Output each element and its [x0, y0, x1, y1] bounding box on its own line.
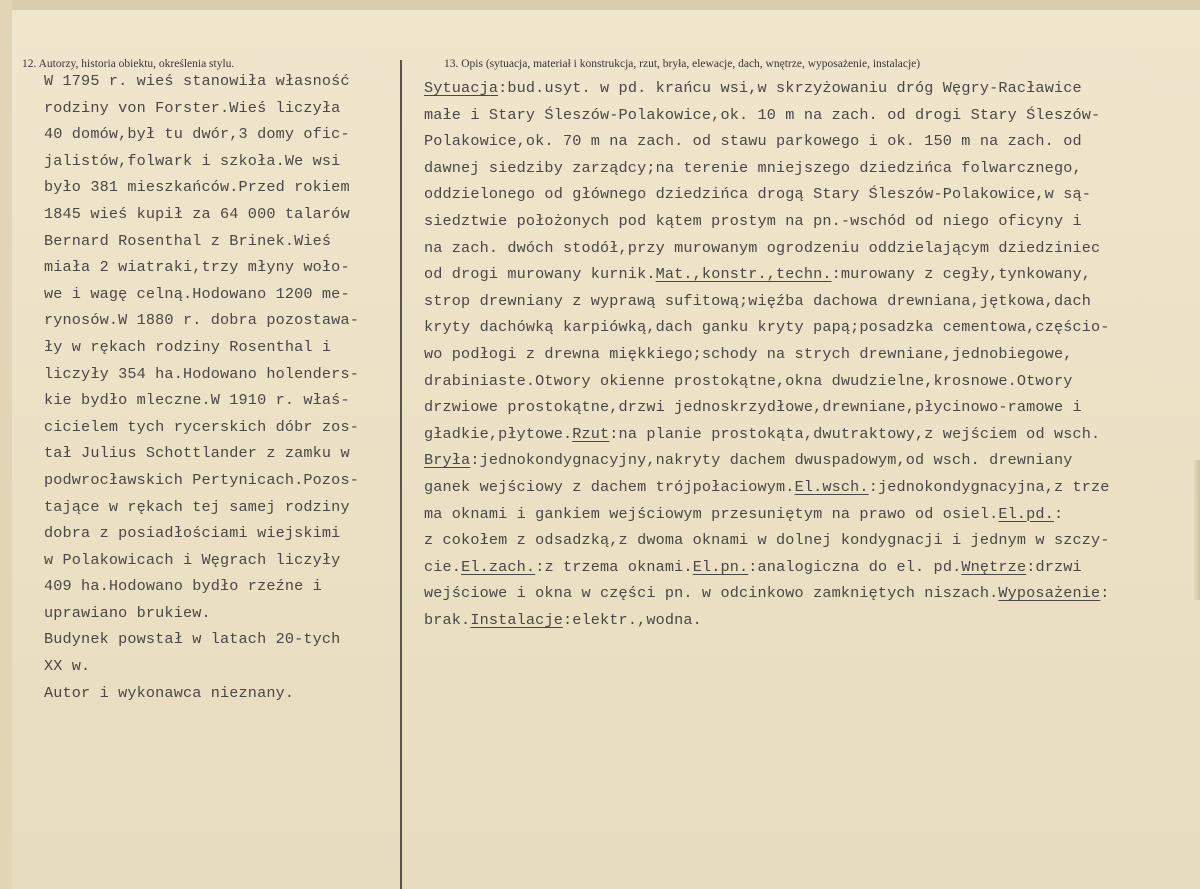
description-text-column — [424, 75, 1110, 633]
description-text: drabiniaste.Otwory okienne prostokątne,okna dwudzielne,krosnowe.Otwory — [424, 371, 1073, 390]
history-text-line: 1845 wieś kupił za 64 000 talarów — [44, 204, 350, 223]
section-12-header: 12. Autorzy, historia obiektu, określenia stylu. — [22, 58, 235, 70]
description-text: strop drewniany z wyprawą sufitową;więźba dachowa drewniana,jętkowa,dach — [424, 291, 1092, 310]
section-heading: El.wsch. — [794, 477, 869, 496]
description-text: :drzwi — [1026, 557, 1082, 576]
description-text: siedztwie położonych pod kątem prostym na pn.-wschód od niego oficyny i — [424, 211, 1082, 230]
description-text: :bud.usyt. w pd. krańcu wsi,w skrzyżowaniu dróg Węgry-Racławice — [498, 79, 1082, 97]
description-text: ganek wejściowy z dachem trójpołaciowym. — [424, 477, 795, 496]
description-text: na zach. dwóch stodół,przy murowanym ogrodzeniu oddzielającym dziedziniec — [424, 238, 1101, 257]
history-text-line: Autor i wykonawca nieznany. — [44, 683, 295, 702]
column-divider — [400, 60, 402, 889]
description-text: od drogi murowany kurnik. — [424, 265, 656, 284]
history-text-line: w Polakowicach i Węgrach liczyły — [44, 550, 341, 569]
description-text-line — [424, 261, 1110, 288]
description-text: ma oknami i gankiem wejściowym przesuniętym na prawo od osiel. — [424, 504, 999, 523]
description-text: gładkie,płytowe. — [424, 424, 573, 443]
history-text-line: podwrocławskich Pertynicach.Pozos- — [44, 470, 359, 489]
description-text: :analogiczna do el. pd. — [748, 557, 962, 576]
history-text-line: dobra z posiadłościami wiejskimi — [44, 524, 341, 543]
description-text-line — [424, 421, 1110, 448]
description-text-line — [424, 208, 1110, 235]
description-text-line — [424, 75, 1110, 102]
description-text-line — [424, 580, 1110, 607]
history-text-line: W 1795 r. wieś stanowiła własność — [44, 72, 350, 90]
description-text: dawnej siedziby zarządcy;na terenie mniejszego dziedzińca folwarcznego, — [424, 158, 1082, 177]
section-heading: Rzut — [572, 424, 610, 443]
right-edge-mark — [1194, 460, 1200, 600]
description-text: małe i Stary Śleszów-Polakowice,ok. 10 m na zach. od drogi Stary Śleszów- — [424, 105, 1101, 124]
description-text-line — [424, 102, 1110, 129]
history-text-line: XX w. — [44, 657, 91, 676]
history-text-line: uprawiano brukiew. — [44, 603, 211, 622]
history-text-column — [44, 68, 359, 706]
history-text-line: miała 2 wiatraki,trzy młyny woło- — [44, 258, 350, 277]
description-text: drzwiowe prostokątne,drzwi jednoskrzydłowe,drewniane,płycinowo-ramowe i — [424, 398, 1082, 417]
section-heading: Mat.,konstr.,techn. — [655, 265, 832, 284]
description-text: :elektr.,wodna. — [562, 610, 702, 629]
history-text-line: jalistów,folwark i szkoła.We wsi — [44, 151, 341, 170]
history-text-line: liczyły 354 ha.Hodowano holenders- — [44, 364, 359, 383]
top-edge — [0, 0, 1200, 10]
section-heading: Wnętrze — [961, 557, 1027, 576]
left-edge — [0, 0, 12, 889]
description-text-line — [424, 368, 1110, 395]
description-text: :jednokondygnacyjny,nakryty dachem dwuspadowym,od wsch. drewniany — [470, 451, 1073, 470]
history-text-line: było 381 mieszkańców.Przed rokiem — [44, 178, 350, 197]
description-text-line — [424, 501, 1110, 528]
description-text-line — [424, 447, 1110, 474]
history-text-line: Budynek powstał w latach 20-tych — [44, 630, 341, 649]
history-text-line: ły w rękach rodziny Rosenthal i — [44, 337, 332, 356]
history-text-line: cicielem tych rycerskich dóbr zos- — [44, 417, 359, 436]
description-text-line — [424, 607, 1110, 634]
history-text-line: Bernard Rosenthal z Brinek.Wieś — [44, 231, 332, 250]
history-text-line: we i wagę celną.Hodowano 1200 me- — [44, 284, 350, 303]
description-text-line — [424, 341, 1110, 368]
section-heading: Sytuacja — [424, 79, 499, 97]
description-text-line — [424, 554, 1110, 581]
description-text-line — [424, 155, 1110, 182]
description-text-line — [424, 128, 1110, 155]
description-text-line — [424, 394, 1110, 421]
section-heading: Wyposażenie — [998, 584, 1101, 603]
description-text: :murowany z cegły,tynkowany, — [831, 265, 1092, 284]
description-text: kryty dachówką karpiówką,dach ganku kryty papą;posadzka cementowa,częścio- — [424, 318, 1110, 337]
section-heading: El.zach. — [461, 557, 536, 576]
description-text: Polakowice,ok. 70 m na zach. od stawu parkowego i ok. 150 m na zach. od — [424, 132, 1082, 151]
section-heading: Instalacje — [470, 610, 563, 629]
description-text-line — [424, 181, 1110, 208]
history-text-line: 40 domów,był tu dwór,3 domy ofic- — [44, 125, 350, 144]
description-text: : — [1053, 504, 1064, 523]
section-heading: El.pd. — [998, 504, 1054, 523]
history-text-line: rynosów.W 1880 r. dobra pozostawa- — [44, 311, 359, 330]
history-text-line: 409 ha.Hodowano bydło rzeźne i — [44, 577, 322, 596]
section-heading: El.pn. — [692, 557, 749, 576]
description-text: wo podłogi z drewna miękkiego;schody na strych drewniane,jednobiegowe, — [424, 344, 1073, 363]
description-text: cie. — [424, 557, 462, 576]
section-13-header: 13. Opis (sytuacja, materiał i konstrukcja, rzut, bryła, elewacje, dach, wnętrze, wyposażenie, instalacje) — [444, 58, 921, 70]
description-text: oddzielonego od głównego dziedzińca drogą Stary Śleszów-Polakowice,w są- — [424, 185, 1092, 204]
history-text-line: tał Julius Schottlander z zamku w — [44, 444, 350, 463]
description-text-line — [424, 235, 1110, 262]
description-text: :jednokondygnacyjna,z trze — [868, 477, 1110, 496]
section-heading: Bryła — [424, 451, 471, 470]
description-text-line — [424, 288, 1110, 315]
description-text: brak. — [424, 610, 471, 629]
description-text-line — [424, 314, 1110, 341]
description-text: z cokołem z odsadzką,z dwoma oknami w dolnej kondygnacji i jednym w szczy- — [424, 531, 1110, 550]
history-text-line: rodziny von Forster.Wieś liczyła — [44, 98, 341, 117]
description-text: :z trzema oknami. — [535, 557, 693, 576]
description-text: wejściowe i okna w części pn. w odcinkowo zamkniętych niszach. — [424, 584, 999, 603]
history-text-line: tające w rękach tej samej rodziny — [44, 497, 350, 516]
description-text-line — [424, 527, 1110, 554]
description-text: : — [1100, 584, 1110, 603]
description-text: :na planie prostokąta,dwutraktowy,z wejściem od wsch. — [609, 424, 1101, 443]
history-text-line: kie bydło mleczne.W 1910 r. właś- — [44, 391, 350, 410]
description-text-line — [424, 474, 1110, 501]
